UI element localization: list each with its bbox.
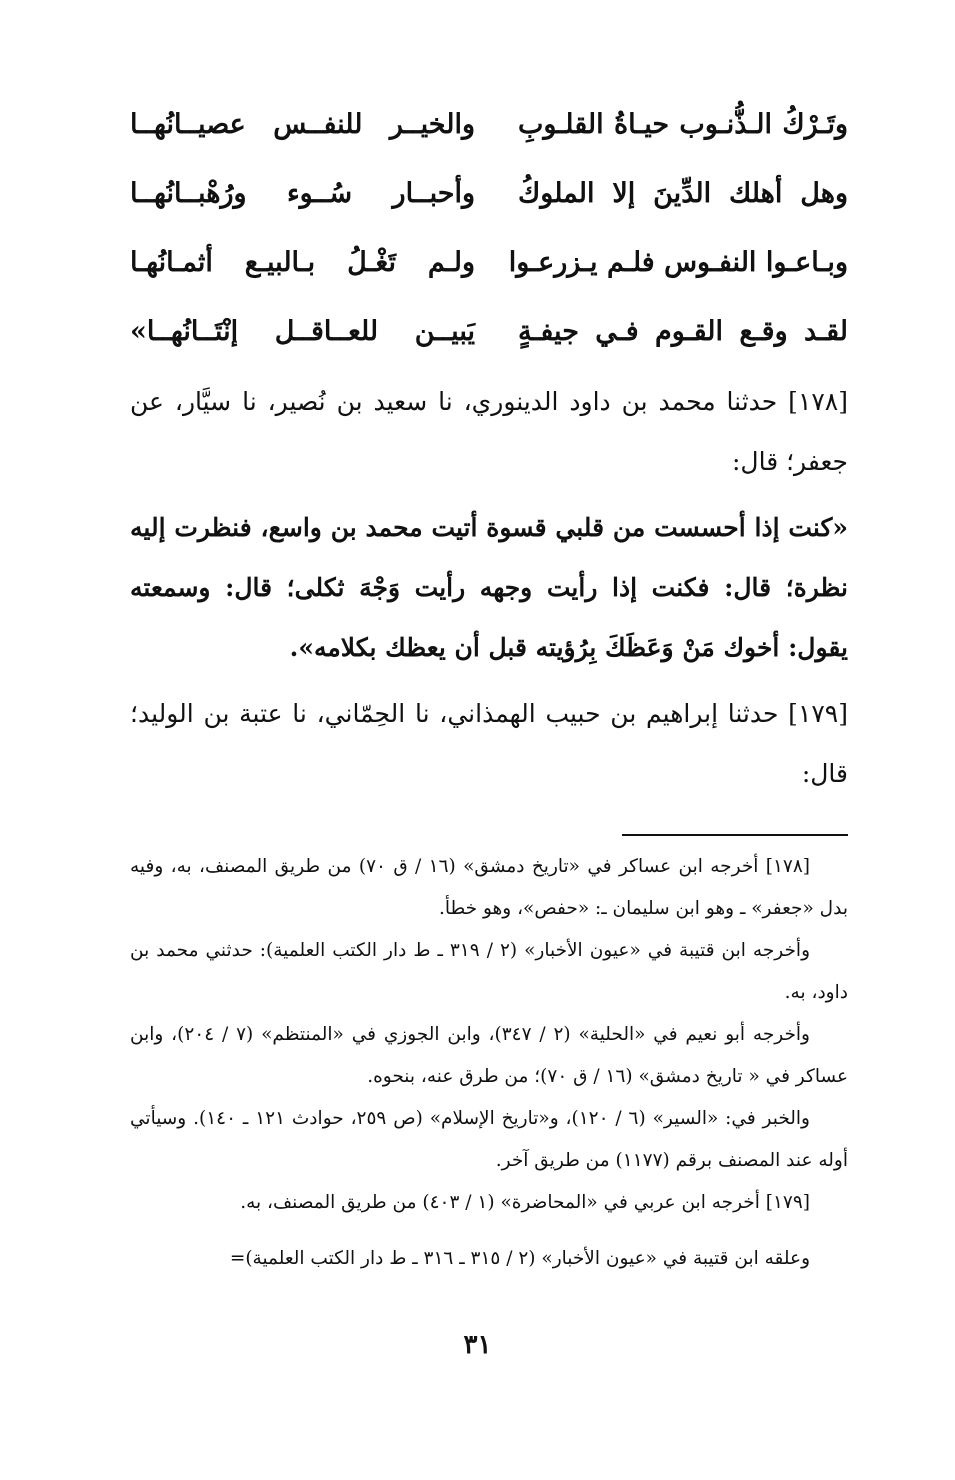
poem [130,90,848,366]
footnote-178-1: [١٧٨] أخرجه ابن عساكر في «تاريخ دمشق» (١٦ / ق ٧٠) من طريق المصنف، به، وفيه بدل «جعفر» ـ وهو ابن سليمان ـ: «حفص»، وهو خطأ. [130,856,848,919]
page-number: ٣١ [463,1330,492,1360]
verse-hemistich-first: وهل أهلك الدِّينَ إلا الملوكُ [518,178,848,209]
footnote-179-1: [١٧٩] أخرجه ابن عربي في «المحاضرة» (١ / ٤٠٣) من طريق المصنف، به. [240,1192,810,1213]
verse-hemistich-first: وبـاعـوا النفـوس فلـم يـزرعـوا [508,247,848,278]
poem-verse-3 [130,228,848,297]
footnote-178-4: والخبر في: «السير» (٦ / ١٢٠)، و«تاريخ الإسلام» (ص ٢٥٩، حوادث ١٢١ ـ ١٤٠). وسيأتي أوله عند المصنف برقم (١١٧٧) من طريق آخر. [130,1108,848,1171]
verse-hemistich-second: وأحبــار سُــوء ورُهْبــانُهــا [130,178,475,209]
narration-178: [١٧٨] حدثنا محمد بن داود الدينوري، نا سعيد بن نُصير، نا سيَّار، عن جعفر؛ قال: [130,387,848,476]
verse-hemistich-second: والخيــر للنفــس عصيــانُهــا [130,109,475,140]
narration-179: [١٧٩] حدثنا إبراهيم بن حبيب الهمذاني، نا الحِمّاني، نا عتبة بن الوليد؛ قال: [130,699,848,788]
verse-hemistich-second: يَبيــن للعــاقــل إنْتَــانُهــا» [130,316,475,347]
page-body [130,90,848,1280]
verse-hemistich-first: لقـد وقـع القـوم فـي جيفـةٍ [518,316,848,347]
footnote-179-2: وعلقه ابن قتيبة في «عيون الأخبار» (٢ / ٣١٥ ـ ٣١٦ ـ ط دار الكتب العلمية)= [229,1248,810,1269]
poem-verse-4 [130,297,848,366]
poem-verse-2 [130,159,848,228]
poem-verse-1 [130,90,848,159]
footnote-divider [622,834,848,836]
footnotes [130,846,848,1280]
verse-hemistich-second: ولـم تَغْـلُ بـالبيـع أثمـانُهـا [130,247,475,278]
footnote-178-2: وأخرجه ابن قتيبة في «عيون الأخبار» (٢ / ٣١٩ ـ ط دار الكتب العلمية): حدثني محمد بن داود، به. [130,940,848,1003]
verse-hemistich-first: وتَـرْكُ الـذُّنـوب حيـاةُ القلـوبِ [518,109,848,140]
footnote-178-3: وأخرجه أبو نعيم في «الحلية» (٢ / ٣٤٧)، وابن الجوزي في «المنتظم» (٧ / ٢٠٤)، وابن عساكر في « تاريخ دمشق» (١٦ / ق ٧٠)؛ من طرق عنه، بنحوه. [130,1024,848,1087]
quote-178: «كنت إذا أحسست من قلبي قسوة أتيت محمد بن واسع، فنظرت إليه نظرة؛ قال: فكنت إذا رأيت وجهه رأيت وَجْهَ ثكلى؛ قال: وسمعته يقول: أخوك مَنْ وَعَظَكَ بِرُؤيته قبل أن يعظك بكلامه». [130,513,848,662]
